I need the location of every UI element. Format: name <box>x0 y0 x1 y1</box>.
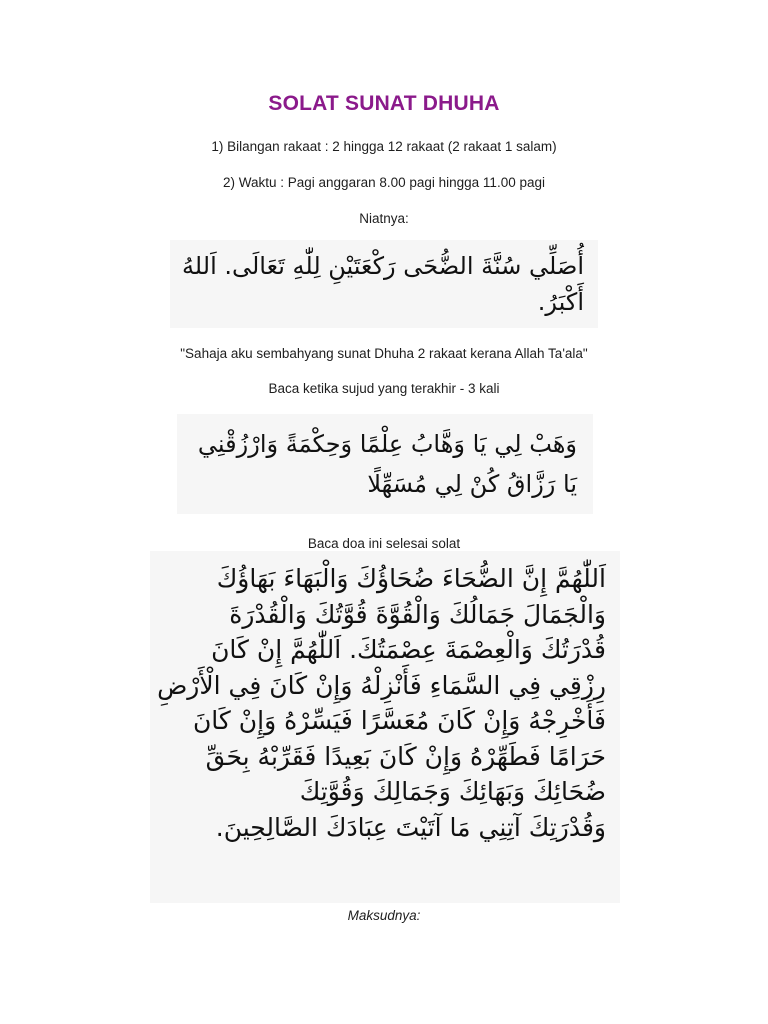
prayer-arabic-line: قُدْرَتُكَ وَالْعِصْمَةَ عِصْمَتُكَ. اَللّٰهُمَّ إِنْ كَانَ <box>211 635 606 664</box>
prostration-label: Baca ketika sujud yang terakhir - 3 kali <box>268 381 500 396</box>
prayer-arabic-line: فَأَخْرِجْهُ وَإِنْ كَانَ مُعَسَّرًا فَيَسِّرْهُ وَإِنْ كَانَ <box>192 706 606 735</box>
prayer-arabic-line: وَالْجَمَالَ جَمَالُكَ وَالْقُوَّةَ قُوَّتُكَ وَالْقُدْرَةَ <box>229 599 606 629</box>
prayer-arabic-line: وَقُدْرَتِكَ آتِنِي مَا آتَيْتَ عِبَادَكَ الصَّالِحِينَ. <box>215 812 606 842</box>
page-title: SOLAT SUNAT DHUHA <box>268 92 500 115</box>
intention-label: Niatnya: <box>359 211 409 226</box>
prostration-arabic-line: يَا رَزَّاقُ كُنْ لِي مُسَهِّلًا <box>367 470 577 498</box>
meaning-label: Maksudnya: <box>347 908 421 923</box>
prayer-label: Baca doa ini selesai solat <box>307 536 461 551</box>
intention-arabic-line: أُصَلِّي سُنَّةَ الضُّحَى رَكْعَتَيْنِ لِلّٰهِ تَعَالَى. اَللهُ <box>181 252 584 280</box>
time-text: 2) Waktu : Pagi anggaran 8.00 pagi hingga 11.00 pagi <box>223 175 545 190</box>
prostration-arabic-line: وَهَبْ لِي يَا وَهَّابُ عِلْمًا وَحِكْمَةً وَارْزُقْنِي <box>197 430 577 458</box>
prayer-arabic-line: رِزْقِي فِي السَّمَاءِ فَأَنْزِلْهُ وَإِنْ كَانَ فِي الْأَرْضِ <box>157 670 606 700</box>
intention-arabic-line: أَكْبَرُ. <box>537 288 584 316</box>
prayer-arabic-line: ضُحَائِكَ وَبَهَائِكَ وَجَمَالِكَ وَقُوَّتِكَ <box>299 777 606 806</box>
prostration-arabic-image <box>177 414 593 514</box>
prayer-arabic-image <box>150 551 620 903</box>
rakaat-count-text: 1) Bilangan rakaat : 2 hingga 12 rakaat (2 rakaat 1 salam) <box>211 139 557 154</box>
intention-translation: "Sahaja aku sembahyang sunat Dhuha 2 rakaat kerana Allah Ta'ala" <box>180 346 588 361</box>
prayer-arabic-line: اَللّٰهُمَّ إِنَّ الضُّحَاءَ ضُحَاؤُكَ وَالْبَهَاءَ بَهَاؤُكَ <box>216 564 606 593</box>
prayer-arabic-line: حَرَامًا فَطَهِّرْهُ وَإِنْ كَانَ بَعِيدًا فَقَرِّبْهُ بِحَقِّ <box>205 741 606 771</box>
intention-arabic-image <box>170 240 598 328</box>
